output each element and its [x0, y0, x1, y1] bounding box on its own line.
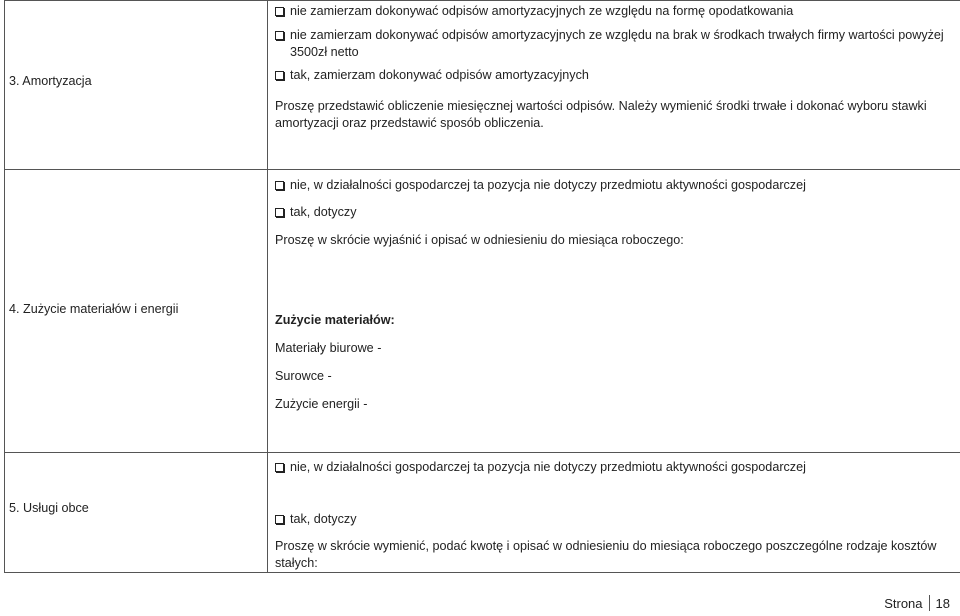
option-text: nie, w działalności gospodarczej ta pozycja nie dotyczy przedmiotu aktywności gospodarczej	[290, 178, 806, 192]
footer-divider	[929, 595, 930, 611]
checkbox-icon[interactable]	[275, 208, 284, 217]
label-cell-zuzycie	[5, 170, 268, 453]
option-text: tak, zamierzam dokonywać odpisów amortyzacyjnych	[290, 68, 589, 82]
checkbox-icon[interactable]	[275, 463, 284, 472]
item-zuzycie-energii: Zużycie energii -	[275, 397, 368, 411]
instruction-zuzycie: Proszę w skrócie wyjaśnić i opisać w odniesieniu do miesiąca roboczego:	[275, 233, 684, 247]
option-uslugi-nie[interactable]	[268, 459, 960, 476]
item-surowce: Surowce -	[275, 369, 332, 383]
option-text: nie zamierzam dokonywać odpisów amortyzacyjnych ze względu na formę opodatkowania	[290, 4, 794, 18]
label-cell-amortyzacja	[5, 1, 268, 170]
option-uslugi-tak[interactable]	[268, 511, 960, 528]
instruction-uslugi: Proszę w skrócie wymienić, podać kwotę i opisać w odniesieniu do miesiąca roboczego poszczególne rodzaje kosztów stałych:	[275, 539, 937, 570]
form-table	[4, 0, 960, 573]
row-uslugi-obce	[5, 453, 960, 573]
option-text: tak, dotyczy	[290, 512, 357, 526]
option-zuzycie-nie[interactable]	[268, 177, 960, 194]
subheading-zuzycie: Zużycie materiałów:	[275, 313, 395, 327]
row-amortyzacja	[5, 1, 960, 170]
content-cell-zuzycie	[268, 170, 960, 453]
checkbox-icon[interactable]	[275, 7, 284, 16]
section-label-zuzycie: 4. Zużycie materiałów i energii	[9, 302, 179, 316]
option-text: nie zamierzam dokonywać odpisów amortyzacyjnych ze względu na brak w środkach trwałych firmy wartości powyżej 3500zł netto	[290, 28, 944, 59]
content-cell-uslugi	[268, 453, 960, 573]
page-footer	[884, 595, 950, 611]
checkbox-icon[interactable]	[275, 515, 284, 524]
checkbox-icon[interactable]	[275, 31, 284, 40]
item-materialy-biurowe: Materiały biurowe -	[275, 341, 382, 355]
label-cell-uslugi	[5, 453, 268, 573]
checkbox-icon[interactable]	[275, 181, 284, 190]
instruction-amortyzacja: Proszę przedstawić obliczenie miesięcznej wartości odpisów. Należy wymienić środki trwałe i dokonać wyboru stawki amortyzacji oraz przedstawić sposób obliczenia.	[275, 99, 927, 130]
page-label: Strona	[884, 596, 923, 611]
option-text: tak, dotyczy	[290, 205, 357, 219]
option-amortyzacja-tak[interactable]	[268, 67, 960, 84]
row-zuzycie	[5, 170, 960, 453]
section-label-uslugi: 5. Usługi obce	[9, 501, 89, 515]
content-cell-amortyzacja	[268, 1, 960, 170]
option-amortyzacja-forma[interactable]	[268, 3, 960, 20]
checkbox-icon[interactable]	[275, 71, 284, 80]
option-amortyzacja-brak[interactable]	[268, 27, 960, 61]
page-number: 18	[935, 596, 950, 611]
section-label-amortyzacja: 3. Amortyzacja	[9, 74, 92, 88]
option-zuzycie-tak[interactable]	[268, 204, 960, 221]
option-text: nie, w działalności gospodarczej ta pozycja nie dotyczy przedmiotu aktywności gospodarczej	[290, 460, 806, 474]
